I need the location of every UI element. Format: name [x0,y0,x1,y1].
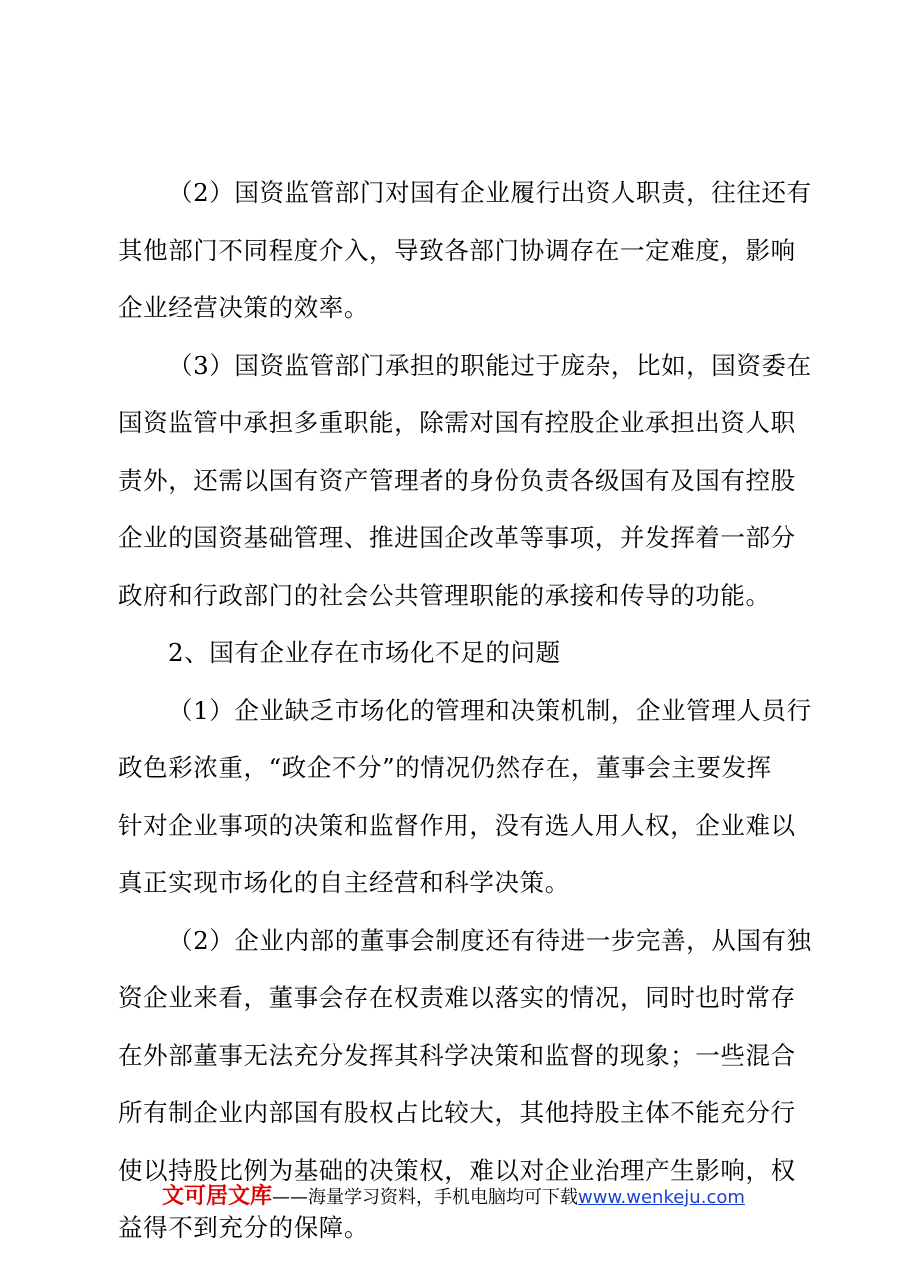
text-line: （3）国资监管部门承担的职能过于庞杂，比如，国资委在 [168,350,812,380]
text-line: 所有制企业内部国有股权占比较大，其他持股主体不能充分行 [118,1098,796,1127]
text-line: 企业的国资基础管理、推进国企改革等事项，并发挥着一部分 [118,523,796,552]
text-line: 责外，还需以国有资产管理者的身份负责各级国有及国有控股 [118,465,796,495]
text-line: （2）企业内部的董事会制度还有待进一步完善，从国有独 [168,925,812,955]
text-line: 资企业来看，董事会存在权责难以落实的情况，同时也时常存 [118,983,796,1012]
paragraph [118,682,812,912]
text-line: 政府和行政部门的社会公共管理职能的承接和传导的功能。 [118,580,771,610]
text-line: 其他部门不同程度介入，导致各部门协调存在一定难度，影响 [118,235,796,265]
text-line: （1）企业缺乏市场化的管理和决策机制，企业管理人员行 [168,695,812,725]
text-line: 国资监管中承担多重职能，除需对国有控股企业承担出资人职 [118,408,796,437]
text-line: 真正实现市场化的自主经营和科学决策。 [118,868,570,897]
paragraph [118,164,812,337]
footer-slogan: ——海量学习资料，手机电脑均可下载 [272,1187,579,1208]
text-line: 企业经营决策的效率。 [118,293,369,322]
brand-logo-text: 文可居文库 [162,1184,273,1209]
text-line: 政色彩浓重，“政企不分”的情况仍然存在，董事会主要发挥 [118,753,772,782]
text-line: 在外部董事无法充分发挥其科学决策和监督的现象；一些混合 [118,1040,796,1070]
text-line: 益得不到充分的保障。 [118,1213,369,1242]
website-link[interactable]: www.wenkeju.com [578,1187,745,1208]
text-line: 使以持股比例为基础的决策权，难以对企业治理产生影响，权 [118,1155,796,1185]
page-footer [162,1180,745,1214]
heading-text: 2、国有企业存在市场化不足的问题 [168,638,561,667]
document-body [118,164,812,1257]
section-heading [118,624,798,682]
text-line: （2）国资监管部门对国有企业履行出资人职责，往往还有 [168,178,812,207]
text-line: 针对企业事项的决策和监督作用，没有选人用人权，企业难以 [118,810,796,840]
paragraph [118,337,812,625]
